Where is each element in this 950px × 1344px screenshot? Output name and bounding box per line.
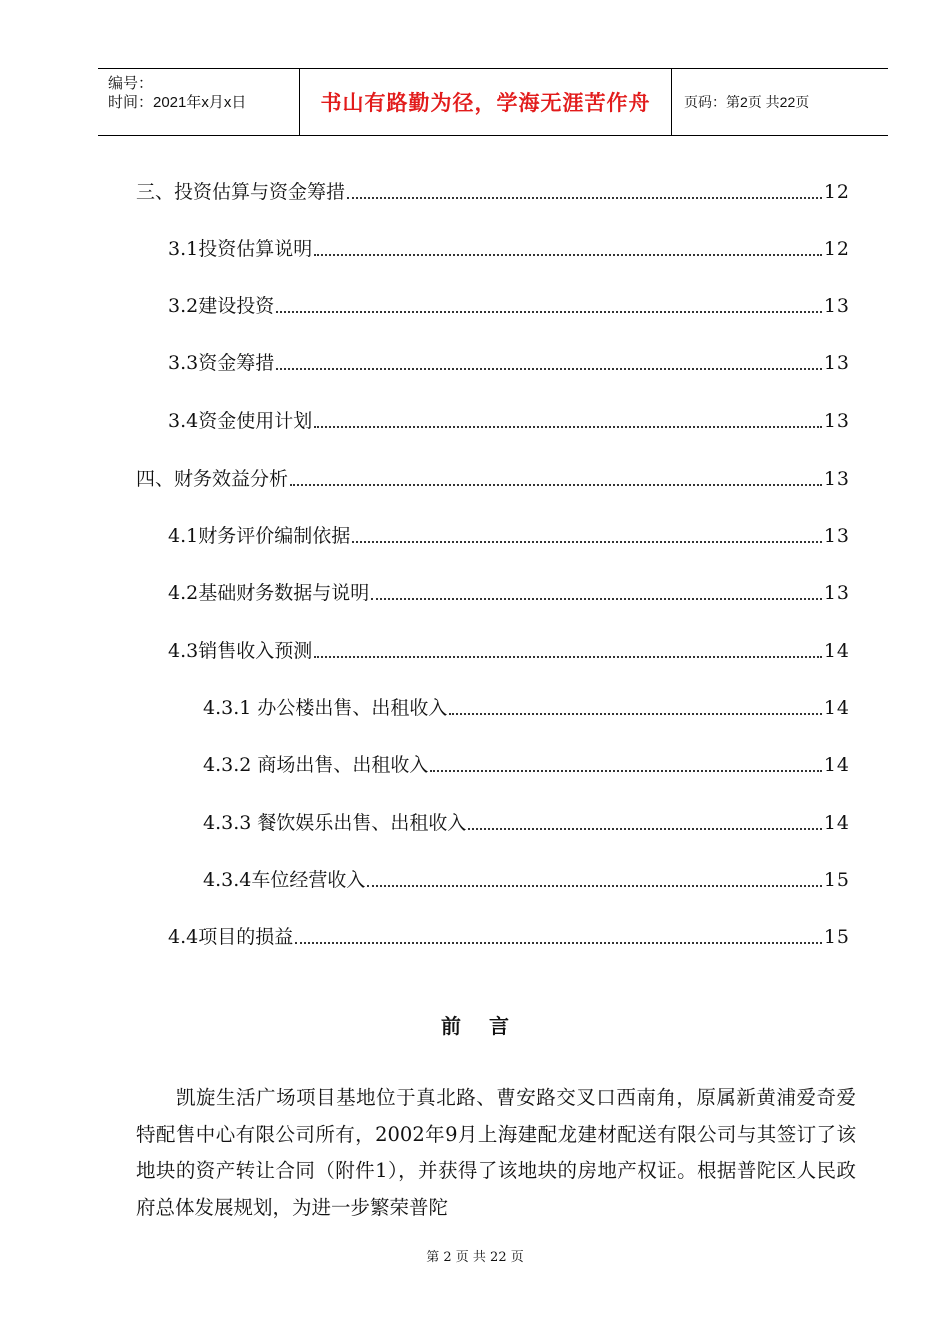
toc-entry-page: 12 (823, 238, 850, 260)
toc-entry-page: 13 (823, 468, 850, 490)
toc-leader-dots (371, 598, 822, 600)
header-code-label: 编号： (108, 75, 154, 92)
toc-leader-dots (347, 197, 822, 199)
toc-entry-page: 13 (823, 582, 850, 604)
section-title: 前言 (441, 1014, 537, 1038)
toc-entry-label: 4.1财务评价编制依据 (168, 525, 351, 547)
toc-entry[interactable] (203, 809, 850, 837)
toc-entry[interactable] (168, 407, 850, 435)
toc-entry-page: 13 (823, 352, 850, 374)
toc-entry-label: 3.3资金筹措 (168, 352, 275, 374)
toc-entry[interactable] (168, 349, 850, 377)
toc-leader-dots (290, 484, 822, 486)
toc-entry[interactable] (203, 694, 850, 722)
toc-entry[interactable] (136, 465, 850, 493)
toc-leader-dots (430, 770, 821, 772)
toc-entry-page: 13 (823, 525, 850, 547)
toc-leader-dots (367, 885, 821, 887)
toc-leader-dots (295, 942, 822, 944)
toc-entry-label: 4.3.2 商场出售、出租收入 (203, 754, 429, 776)
toc-leader-dots (276, 368, 822, 370)
toc-entry-page: 14 (823, 754, 850, 776)
toc-entry[interactable] (168, 923, 850, 951)
toc-entry-label: 3.4资金使用计划 (168, 410, 313, 432)
header-page-info: 页码：第2页 共22页 (684, 94, 810, 110)
toc-leader-dots (314, 426, 822, 428)
toc-leader-dots (468, 828, 821, 830)
toc-entry-page: 15 (823, 926, 850, 948)
toc-leader-dots (276, 311, 822, 313)
body-paragraph: 凯旋生活广场项目基地位于真北路、曹安路交叉口西南角，原属新黄浦爱奇爱特配售中心有限公司所有，2002年9月上海建配龙建材配送有限公司与其签订了该地块的资产转让合同（附件1），并获得了该地块的房地产权证。根据普陀区人民政府总体发展规划，为进一步繁荣普陀 (136, 1086, 856, 1219)
toc-entry-label: 4.3.1 办公楼出售、出租收入 (203, 697, 448, 719)
header-motto: 书山有路勤为径，学海无涯苦作舟 (320, 91, 651, 115)
page-footer: 第 2 页 共 22 页 (426, 1250, 524, 1265)
toc-entry-page: 14 (823, 812, 850, 834)
toc-entry-page: 13 (823, 410, 850, 432)
toc-entry-label: 4.3销售收入预测 (168, 640, 313, 662)
toc-entry-label: 3.2建设投资 (168, 295, 275, 317)
toc-entry[interactable] (203, 751, 850, 779)
toc-entry[interactable] (168, 292, 850, 320)
toc-entry-page: 13 (823, 295, 850, 317)
header-meta-cell (98, 69, 300, 135)
header-time-label: 时间：2021年x月x日 (108, 94, 247, 111)
page-header (98, 68, 888, 136)
toc-entry-page: 15 (823, 869, 850, 891)
toc-leader-dots (314, 254, 822, 256)
toc-entry-label: 3.1投资估算说明 (168, 238, 313, 260)
toc-entry[interactable] (203, 866, 850, 894)
toc-entry[interactable] (136, 178, 850, 206)
toc-entry-label: 4.3.4车位经营收入 (203, 869, 366, 891)
header-page-cell (672, 69, 888, 135)
toc-leader-dots (449, 713, 821, 715)
toc-entry-page: 14 (823, 640, 850, 662)
toc-entry-label: 4.3.3 餐饮娱乐出售、出租收入 (203, 812, 467, 834)
toc-entry-label: 4.2基础财务数据与说明 (168, 582, 370, 604)
toc-leader-dots (352, 541, 822, 543)
toc-entry[interactable] (168, 235, 850, 263)
toc-entry[interactable] (168, 637, 850, 665)
toc-entry-page: 14 (823, 697, 850, 719)
toc-leader-dots (314, 656, 822, 658)
toc-entry-label: 三、投资估算与资金筹措 (136, 181, 346, 203)
header-motto-cell (300, 69, 672, 135)
toc-entry-label: 4.4项目的损益 (168, 926, 294, 948)
toc-entry-page: 12 (823, 181, 850, 203)
toc-entry[interactable] (168, 579, 850, 607)
toc-entry[interactable] (168, 522, 850, 550)
toc-entry-label: 四、财务效益分析 (136, 468, 289, 490)
